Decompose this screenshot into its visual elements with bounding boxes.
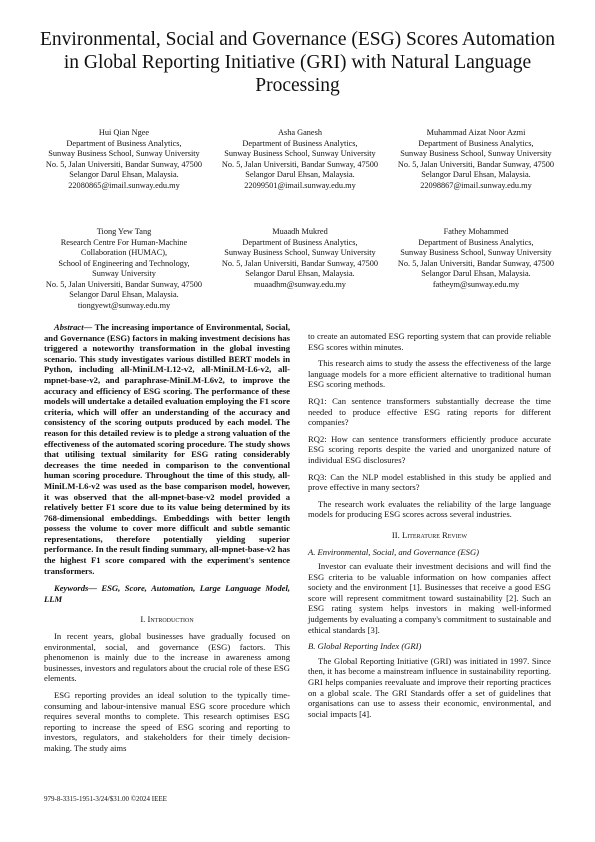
author-address: No. 5, Jalan Universiti, Bandar Sunway, 47500 Selangor Darul Ehsan, Malaysia. (45, 279, 203, 299)
subsection-gri-text: The Global Reporting Initiative (GRI) was initiated in 1997. Since then, it has become a mainstream influence in sustainability reporting. GRI helps companies reevaluate and improve their reporting practices on a global scale. The GRI Standards offer a set of guidelines that organisations can use to assess their economic, environmental, and social impacts [4]. (308, 655, 551, 719)
author-email[interactable]: tiongyewt@sunway.edu.my (77, 300, 171, 310)
author-school: Sunway Business School, Sunway University (400, 149, 552, 158)
authors-row-2 (44, 227, 556, 311)
author-email[interactable]: fatheym@sunway.edu.my (432, 279, 520, 289)
author-address: No. 5, Jalan Universiti, Bandar Sunway, 47500 Selangor Darul Ehsan, Malaysia. (221, 159, 379, 179)
author-name: Asha Ganesh (277, 128, 322, 137)
intro-paragraph-2: ESG reporting provides an ideal solution to the typically time-consuming and labour-intensive manual ESG score procedure which requires several months to complete. This research optimises ESG reporting to increase the speed of ESG scoring and reporting to investors, regulators, and stakeholders for their timely decision-making. The study aims (44, 690, 290, 753)
author-email[interactable]: 22098867@imail.sunway.edu.my (420, 180, 532, 190)
author-name: Muhammad Aizat Noor Azmi (426, 128, 526, 137)
author-email[interactable]: 22099501@imail.sunway.edu.my (244, 180, 356, 190)
intro-paragraph-1: In recent years, global businesses have gradually focused on environmental, social, and governance (ESG) factors. This phenomenon is mainly due to the increase in awareness among businesses, investors and regulators about the crucial role of these ESG elements. (44, 631, 290, 684)
section-title: Introduction (147, 614, 194, 625)
keywords (44, 583, 290, 604)
section-heading-introduction (44, 614, 290, 625)
author-school: Sunway Business School, Sunway University (48, 149, 200, 158)
right-paragraph-3: The research work evaluates the reliability of the large language models for producing ESG scores across several industries. (308, 498, 551, 520)
author-name: Muaadh Mukred (272, 227, 328, 236)
author-dept: Department of Business Analytics, (242, 237, 358, 247)
author-dept: Department of Business Analytics, (66, 138, 182, 148)
section-title: Literature Review (401, 529, 468, 540)
author-block (44, 128, 204, 191)
research-question-2: RQ2: How can sentence transformers efficiently produce accurate ESG scoring reports despite the varied and unorganized nature of individual ESG disclosures? (308, 433, 551, 465)
author-dept: Research Centre For Human-Machine Collaboration (HUMAC), (60, 237, 188, 257)
left-column (44, 322, 290, 760)
author-dept: Department of Business Analytics, (418, 138, 534, 148)
author-address: No. 5, Jalan Universiti, Bandar Sunway, 47500 Selangor Darul Ehsan, Malaysia. (397, 258, 555, 278)
research-question-3: RQ3: Can the NLP model established in this study be applied and prove effective in many sectors? (308, 471, 551, 493)
keywords-text: ESG, Score, Automation, Large Language Model, LLM (44, 583, 290, 604)
author-email[interactable]: 22080865@imail.sunway.edu.my (68, 180, 180, 190)
abstract-label: Abstract— (54, 322, 93, 332)
author-email[interactable]: muaadhm@sunway.edu.my (254, 279, 346, 289)
author-dept: Department of Business Analytics, (418, 237, 534, 247)
author-school: Sunway Business School, Sunway University (224, 248, 376, 257)
right-paragraph-2: This research aims to study the assess the effectiveness of the large language models for a more efficient alternative to traditional human ESG scoring methods. (308, 358, 551, 390)
author-school: School of Engineering and Technology, Sunway University (58, 258, 190, 278)
author-address: No. 5, Jalan Universiti, Bandar Sunway, 47500 Selangor Darul Ehsan, Malaysia. (221, 258, 379, 278)
author-address: No. 5, Jalan Universiti, Bandar Sunway, 47500 Selangor Darul Ehsan, Malaysia. (397, 159, 555, 179)
keywords-label: Keywords— (54, 583, 97, 594)
paper-title: Environmental, Social and Governance (ESG) Scores Automation in Global Reporting Initiative (GRI) with Natural Language Processing (40, 29, 555, 96)
right-paragraph-1: to create an automated ESG reporting system that can provide reliable ESG scores within minutes. (308, 331, 551, 352)
subsection-heading-gri: B. Global Reporting Index (GRI) (308, 641, 422, 652)
authors-row-1 (44, 128, 556, 191)
author-block (396, 227, 556, 311)
section-heading-literature-review (308, 530, 551, 541)
author-block (220, 227, 380, 311)
author-block (220, 128, 380, 191)
right-column (308, 331, 551, 725)
subsection-esg-text: Investor can evaluate their investment decisions and will find the ESG criteria to be valuable information on how companies affect society and the environment [1]. Businesses that receive a good ESG score will represent commitment toward sustainability [2]. Such an ESG rating system helps investors in making well-informed judgements by evaluating a company's commitment to sustainable and ethical standards [3]. (308, 561, 551, 635)
section-number: II. (391, 529, 402, 540)
research-question-1: RQ1: Can sentence transformers substantially decrease the time needed to produce effective ESG rating reports for different companies? (308, 395, 551, 428)
author-name: Fathey Mohammed (443, 227, 509, 236)
subsection-heading-esg: A. Environmental, Social, and Governance (ESG) (308, 546, 480, 557)
abstract-text: The increasing importance of Environmental, Social, and Governance (ESG) factors in making investment decisions has triggered a noteworthy transformation in the global investing scenario. This study investigates various distilled BERT models in Python, including all-MiniLM-L12-v2, all-MiniLM-L6-v2, all-mpnet-base-v2, and paraphrase-MiniLM-L6v2, to improve the accuracy and efficiency of ESG scoring. The performance of these models will undertake a detailed evaluation employing the F1 score criteria, which will offer an understanding of the accuracy and consistency of the scoring outputs produced by each model. The reason for this detailed review is to pledge a strong valuation of the effectiveness of the automated scoring procedure. The study shows that utilising textual similarity for ESG rating considerably decreases the time needed in comparison to the conventional human scoring procedure. Throughout the time of this study, all-MiniLM-L6-v2 was used as the base comparison model, however, it was observed that the all-mpnet-base-v2 model provided a relatively better F1 score due to its value being determined by its 768-dimensional embeddings. Embeddings with better length possess the volume to cover more difficult and subtle semantic representations, therefore potentially yielding superior performance. In the result finding summary, all-mpnet-base-v2 has the highest F1 score compared with the experiment's sentence transformers. (44, 322, 290, 576)
abstract (44, 322, 290, 576)
section-number: I. (140, 614, 148, 625)
author-block (44, 227, 204, 311)
author-address: No. 5, Jalan Universiti, Bandar Sunway, 47500 Selangor Darul Ehsan, Malaysia. (45, 159, 203, 179)
author-name: Hui Qian Ngee (98, 128, 150, 137)
author-block (396, 128, 556, 191)
author-school: Sunway Business School, Sunway University (400, 248, 552, 257)
author-school: Sunway Business School, Sunway University (224, 149, 376, 158)
author-name: Tiong Yew Tang (96, 227, 152, 236)
author-dept: Department of Business Analytics, (242, 138, 358, 148)
copyright-footer: 979-8-3315-1951-3/24/$31.00 ©2024 IEEE (44, 795, 167, 803)
